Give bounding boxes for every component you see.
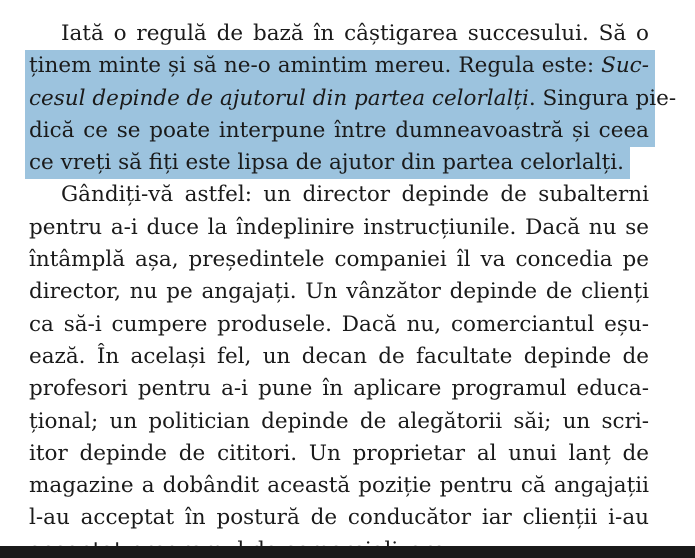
text-line: itor depinde de cititori. Un proprietar al unui lanț de — [29, 440, 649, 466]
text-line: magazine a dobândit această poziție pentru că angajații — [29, 473, 649, 499]
paragraph-1 — [29, 18, 677, 179]
highlighted-text-line[interactable]: ținem minte și să ne-o amintim mereu. Regula este: Suc- — [25, 50, 655, 82]
text-line: Gândiți-vă astfel: un director depinde de subalterni — [61, 182, 649, 208]
text-line: țional; un politician depinde de alegătorii săi; un scri- — [29, 408, 649, 434]
bottom-edge-bar — [0, 546, 695, 558]
text-line: director, nu pe angajați. Un vânzător depinde de clienți — [29, 279, 649, 305]
highlighted-text-line[interactable] — [29, 147, 649, 179]
text-line: l-au acceptat în postură de conducător iar clienții i-au — [29, 505, 649, 531]
paragraph-2 — [29, 179, 649, 558]
highlighted-text-line-content: cesul depinde de ajutorul din partea celorlalți. Singura pie- — [29, 85, 677, 111]
highlighted-text-line[interactable] — [25, 83, 677, 115]
text-line: ează. În același fel, un decan de facultate depinde de — [29, 343, 649, 369]
text-body — [29, 18, 677, 558]
text-line: pentru a-i duce la îndeplinire instrucțiunile. Dacă nu se — [29, 214, 649, 240]
text-line: ca să-i cumpere produsele. Dacă nu, comerciantul eșu- — [29, 311, 649, 337]
highlighted-text-segment: ce vreți să fiți este lipsa de ajutor din partea celorlalți. — [25, 147, 630, 179]
text-line: profesori pentru a-i pune în aplicare programul educa- — [29, 376, 649, 402]
highlighted-text-line[interactable]: dică ce se poate interpune între dumneavoastră și ceea — [25, 115, 655, 147]
text-line: întâmplă așa, președintele companiei îl va concedia pe — [29, 247, 649, 273]
text-line: Iată o regulă de bază în câștigarea succesului. Să o — [61, 21, 649, 46]
